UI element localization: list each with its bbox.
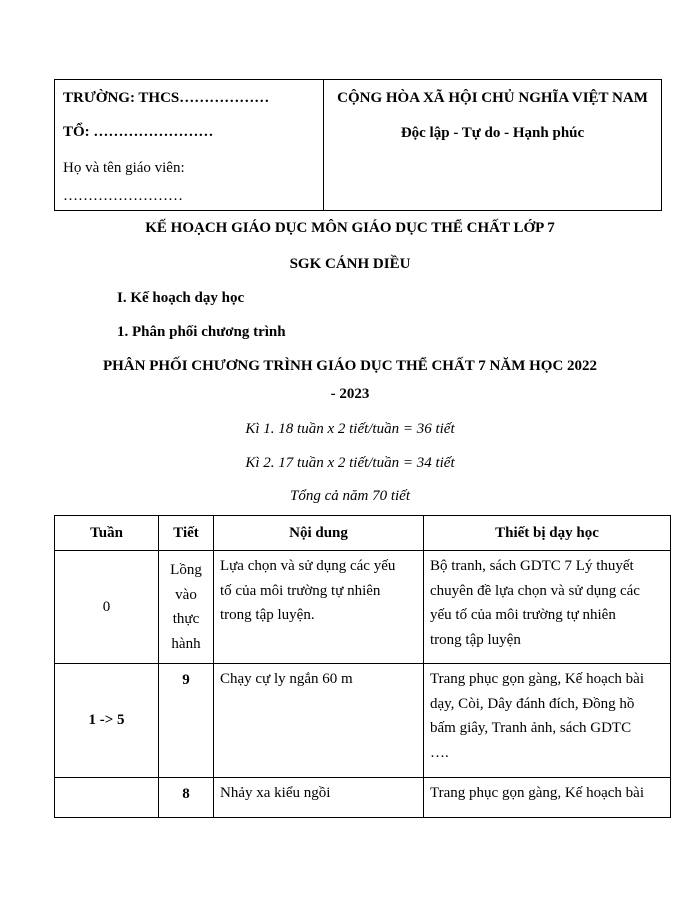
period-line: hành	[171, 635, 201, 652]
teacher-dots: ……………………	[63, 188, 183, 204]
equipment-line: dạy, Còi, Dây đánh đích, Đồng hồ	[430, 695, 635, 712]
equipment-line: yếu tố của môi trường tự nhiên	[430, 607, 616, 623]
week-cell: 0	[55, 551, 159, 664]
equipment-line: trong tập luyện	[430, 631, 521, 648]
school-label: TRƯỜNG: THCS………………	[63, 90, 270, 106]
period-line: thực	[172, 611, 200, 627]
header-equipment: Thiết bị dạy học	[424, 516, 671, 551]
period-line: Lồng	[170, 562, 202, 578]
equipment-cell	[424, 551, 671, 664]
subsection-heading: 1. Phân phối chương trình	[117, 324, 286, 340]
total-text: Tổng cả năm 70 tiết	[290, 488, 410, 504]
motto: Độc lập - Tự do - Hạnh phúc	[400, 125, 585, 141]
week-cell: 1 -> 5	[55, 664, 159, 778]
header-week: Tuần	[55, 516, 159, 551]
program-title-line1: PHÂN PHỐI CHƯƠNG TRÌNH GIÁO DỤC THỂ CHẤT 7 NĂM HỌC 2022	[102, 358, 598, 374]
term2-text: Kì 2. 17 tuần x 2 tiết/tuần = 34 tiết	[245, 455, 455, 471]
document-title-line1: KẾ HOẠCH GIÁO DỤC MÔN GIÁO DỤC THỂ CHẤT LỚP 7	[145, 220, 555, 236]
equipment-line: Trang phục gọn gàng, Kế hoạch bài	[430, 785, 644, 801]
document-title-line2: SGK CÁNH DIỀU	[289, 256, 411, 272]
period-cell	[159, 778, 214, 818]
header-content: Nội dung	[214, 516, 424, 551]
period-cell	[159, 551, 214, 664]
content-line: Lựa chọn và sử dụng các yếu	[220, 558, 396, 574]
content-line: Chạy cự ly ngắn 60 m	[220, 671, 353, 687]
content-line: trong tập luyện.	[220, 607, 315, 623]
program-table	[54, 515, 671, 818]
table-row	[55, 551, 671, 664]
table-row	[55, 778, 671, 818]
header-period: Tiết	[159, 516, 214, 551]
content-cell	[214, 778, 424, 818]
school-info-cell	[55, 80, 324, 211]
teacher-label: Họ và tên giáo viên:	[63, 160, 185, 176]
equipment-line: Bộ tranh, sách GDTC 7 Lý thuyết	[430, 558, 634, 574]
content-line: Nhảy xa kiểu ngồi	[220, 785, 331, 801]
period-cell	[159, 664, 214, 778]
content-cell	[214, 551, 424, 664]
content-cell	[214, 664, 424, 778]
header-table	[54, 79, 662, 211]
equipment-line: bấm giây, Tranh ảnh, sách GDTC	[430, 720, 632, 736]
term1-text: Kì 1. 18 tuần x 2 tiết/tuần = 36 tiết	[245, 421, 455, 437]
section-heading: I. Kế hoạch dạy học	[117, 290, 245, 306]
equipment-line: ….	[430, 744, 449, 761]
period-line: vào	[175, 586, 197, 603]
table-row	[55, 664, 671, 778]
week-cell	[55, 778, 159, 818]
nation-title: CỘNG HÒA XÃ HỘI CHỦ NGHĨA VIỆT NAM	[337, 90, 648, 106]
equipment-line: Trang phục gọn gàng, Kế hoạch bài	[430, 671, 644, 687]
nation-cell	[324, 80, 662, 211]
period-line: 9	[182, 672, 190, 688]
period-line: 8	[182, 786, 190, 802]
program-title-line2: - 2023	[330, 386, 370, 402]
equipment-line: chuyên đề lựa chọn và sử dụng các	[430, 582, 640, 599]
equipment-cell	[424, 778, 671, 818]
equipment-cell	[424, 664, 671, 778]
content-line: tố của môi trường tự nhiên	[220, 582, 381, 599]
group-label: TỔ: ……………………	[63, 124, 214, 140]
table-header-row	[55, 516, 671, 551]
